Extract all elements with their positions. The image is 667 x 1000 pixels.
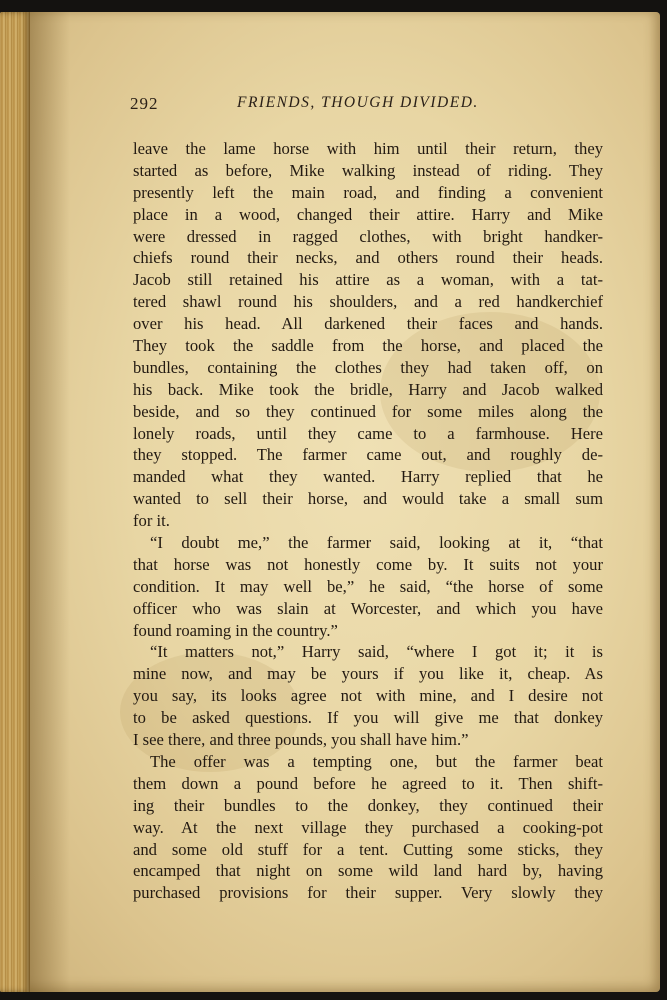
- text-line: way. At the next village they purchased a cooking-pot: [133, 817, 603, 837]
- text-line: that horse was not honestly come by. It suits not your: [133, 554, 603, 574]
- text-line: over his head. All darkened their faces and hands.: [133, 314, 603, 334]
- text-line: officer who was slain at Worcester, and which you have: [133, 598, 603, 618]
- text-line: place in a wood, changed their attire. Harry and Mike: [133, 204, 603, 224]
- text-line: chiefs round their necks, and others round their heads.: [133, 248, 603, 268]
- gutter-shadow: [30, 12, 70, 992]
- text-line: purchased provisions for their supper. Very slowly they: [133, 883, 603, 903]
- page-header: [130, 88, 605, 116]
- text-line: them down a pound before he agreed to it. Then shift-: [133, 773, 603, 793]
- text-line: “I doubt me,” the farmer said, looking at it, “that: [150, 533, 603, 553]
- text-line: leave the lame horse with him until their return, they: [133, 139, 603, 158]
- text-line: his back. Mike took the bridle, Harry and Jacob walked: [133, 379, 603, 399]
- text-line: and some old stuff for a tent. Cutting some sticks, they: [133, 839, 603, 859]
- text-line: mine now, and may be yours if you like it, cheap. As: [133, 664, 603, 684]
- text-line: started as before, Mike walking instead of riding. They: [133, 160, 603, 180]
- page-edges: [0, 12, 30, 992]
- text-line: tered shawl round his shoulders, and a red handkerchief: [133, 292, 603, 312]
- page-number: 292: [130, 94, 159, 113]
- text-line: Jacob still retained his attire as a woman, with a tat-: [133, 270, 603, 290]
- text-line: bundles, containing the clothes they had taken off, on: [133, 357, 603, 377]
- text-line: found roaming in the country.”: [133, 620, 338, 640]
- text-line: lonely roads, until they came to a farmhouse. Here: [133, 423, 603, 443]
- text-line: encamped that night on some wild land hard by, having: [133, 861, 603, 881]
- text-line: were dressed in ragged clothes, with bright handker-: [133, 226, 603, 246]
- text-line: beside, and so they continued for some miles along the: [133, 401, 603, 421]
- text-line: condition. It may well be,” he said, “the horse of some: [133, 576, 603, 596]
- book-page: [0, 12, 660, 992]
- text-line: you say, its looks agree not with mine, and I desire not: [133, 686, 603, 706]
- text-line: I see there, and three pounds, you shall have him.”: [133, 730, 469, 750]
- running-title: FRIENDS, THOUGH DIVIDED.: [237, 94, 479, 111]
- text-line: they stopped. The farmer came out, and roughly de-: [133, 445, 603, 465]
- text-line: The offer was a tempting one, but the farmer beat: [150, 751, 603, 771]
- text-line: presently left the main road, and finding a convenient: [133, 182, 603, 202]
- text-line: “It matters not,” Harry said, “where I got it; it is: [150, 642, 603, 662]
- text-line: They took the saddle from the horse, and placed the: [133, 336, 603, 356]
- text-line: to be asked questions. If you will give me that donkey: [133, 708, 603, 728]
- text-line: for it.: [133, 511, 170, 531]
- text-line: ing their bundles to the donkey, they continued their: [133, 795, 603, 815]
- text-line: manded what they wanted. Harry replied that he: [133, 467, 603, 487]
- text-line: wanted to sell their horse, and would take a small sum: [133, 489, 603, 509]
- body-text: [133, 138, 603, 904]
